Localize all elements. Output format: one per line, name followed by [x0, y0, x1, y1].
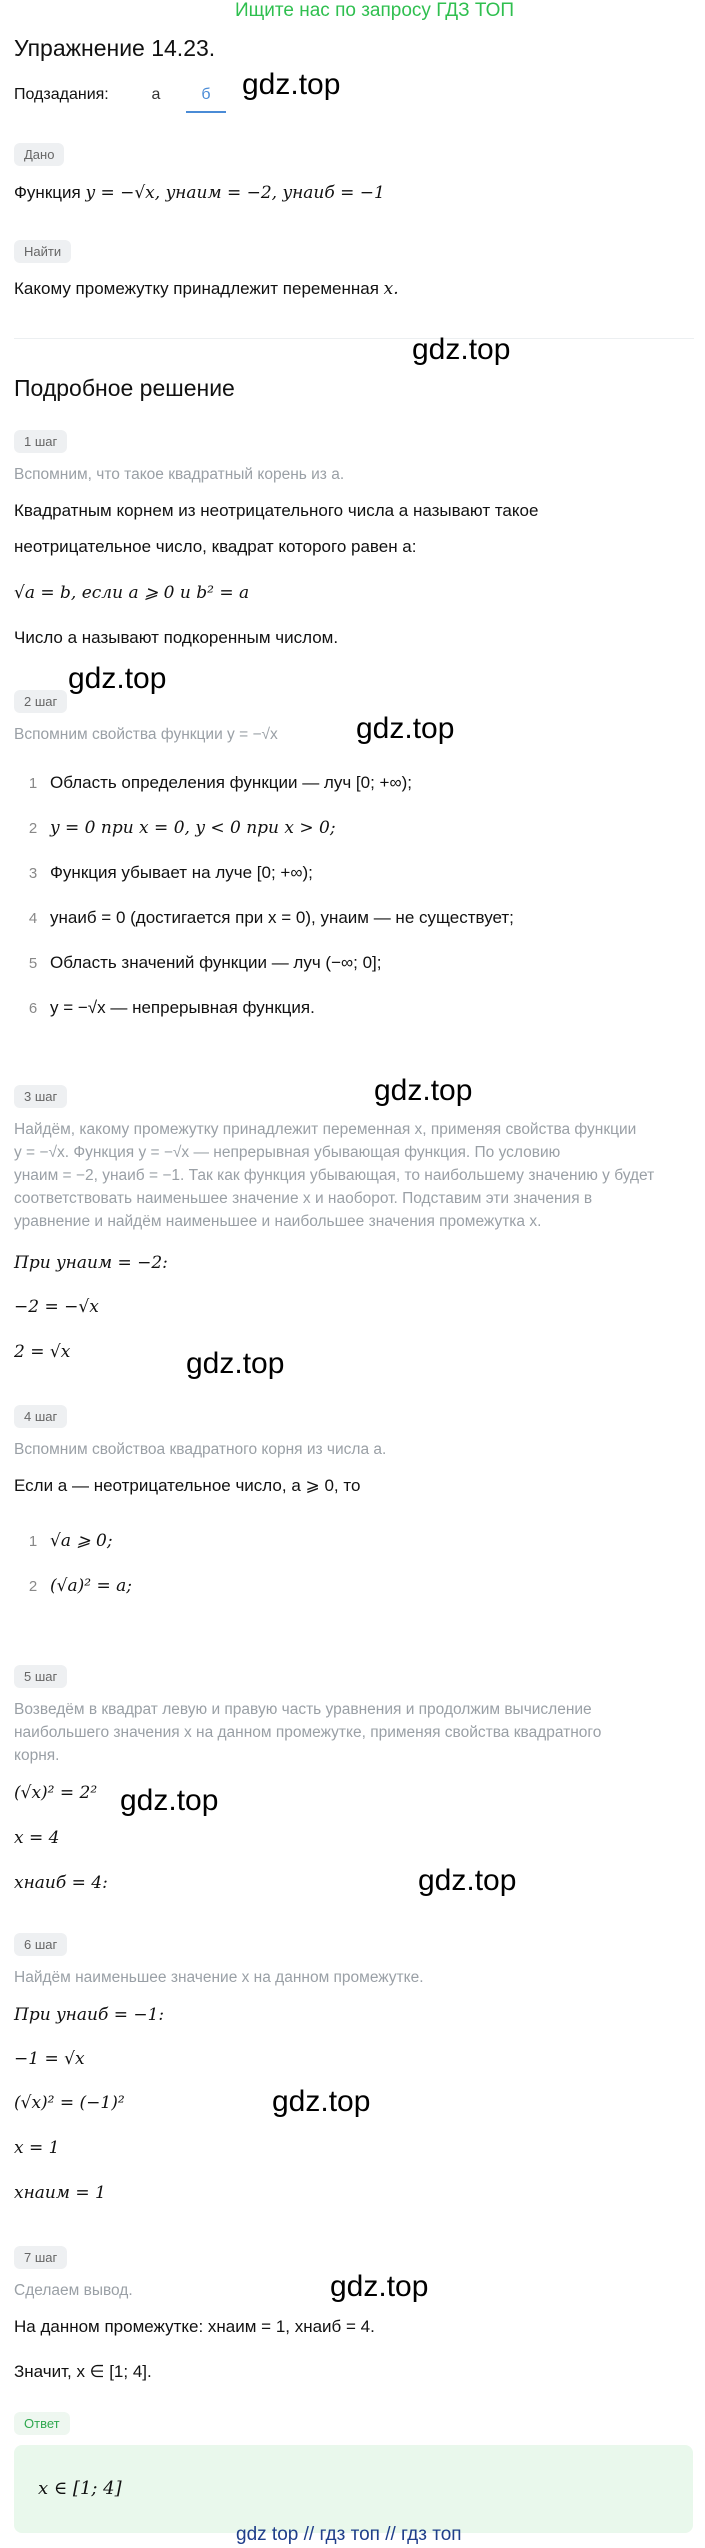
- promo-banner[interactable]: Ищите нас по запросу ГДЗ ТОП: [235, 0, 515, 21]
- page-title: Упражнение 14.23.: [14, 35, 216, 61]
- step2-intro: Вспомним свойства функции y = −√x: [14, 726, 278, 743]
- answer-value: x ∈ [1; 4]: [38, 2478, 122, 2499]
- given-tag: Дано: [14, 143, 64, 166]
- list-item: Область определения функции — луч [0; +∞);: [50, 773, 412, 792]
- list-number: 3: [28, 865, 38, 882]
- given-prefix: Функция: [14, 183, 81, 202]
- list-item: √a ⩾ 0;: [50, 1531, 113, 1551]
- watermark: gdz.top: [374, 1074, 473, 1107]
- watermark: gdz.top: [412, 333, 511, 366]
- footer-links[interactable]: gdz top // гдз топ // гдз топ: [236, 2524, 462, 2545]
- watermark: gdz.top: [68, 662, 167, 695]
- step3-intro-line: yнаим = −2, yнаиб = −1. Так как функция убывающая, то наибольшему значению y будет: [14, 1167, 655, 1184]
- section-divider: [14, 338, 694, 339]
- list-item: y = −√x — непрерывная функция.: [50, 998, 315, 1017]
- step6-tag: 6 шаг: [14, 1933, 67, 1956]
- find-text: [14, 279, 399, 299]
- step3-eq1: −2 = −√x: [14, 1297, 99, 1317]
- tab-a[interactable]: а: [151, 86, 161, 103]
- list-number: 5: [28, 955, 38, 972]
- list-item: yнаиб = 0 (достигается при x = 0), yнаим — не существует;: [50, 908, 514, 927]
- given-text: [14, 183, 385, 203]
- step5-eq3: xнаиб = 4:: [14, 1873, 108, 1893]
- step1-formula: √a = b, если a ⩾ 0 и b² = a: [14, 583, 250, 603]
- step2-tag: 2 шаг: [14, 690, 67, 713]
- step6-intro: Найдём наименьшее значение x на данном промежутке.: [14, 1969, 424, 1986]
- list-number: 1: [28, 775, 38, 792]
- step6-eq3: x = 1: [14, 2138, 60, 2158]
- step3-intro-line: y = −√x. Функция y = −√x — непрерывная убывающая функция. По условию: [14, 1144, 561, 1161]
- list-item: Функция убывает на луче [0; +∞);: [50, 863, 313, 882]
- step3-intro-line: Найдём, какому промежутку принадлежит переменная x, применяя свойства функции: [14, 1121, 637, 1138]
- step3-eq2: 2 = √x: [14, 1342, 71, 1362]
- list-item: (√a)² = a;: [50, 1576, 132, 1596]
- list-item: Область значений функции — луч (−∞; 0];: [50, 953, 382, 972]
- step6-when: При yнаиб = −1:: [14, 2005, 165, 2025]
- answer-tag: Ответ: [14, 2412, 70, 2435]
- step3-intro-line: соответствовать наименьшее значение x и наоборот. Подставим эти значения в: [14, 1190, 593, 1207]
- watermark: gdz.top: [418, 1864, 517, 1897]
- watermark: gdz.top: [242, 68, 341, 101]
- find-var: x.: [383, 279, 399, 299]
- step7-tag: 7 шаг: [14, 2246, 67, 2269]
- step3-when: При yнаим = −2:: [14, 1253, 168, 1273]
- subtasks-label: Подзадания:: [14, 86, 109, 103]
- step6-eq1: −1 = √x: [14, 2049, 85, 2069]
- step5-intro-line: наибольшего значения x на данном промежутке, применяя свойства квадратного: [14, 1724, 602, 1741]
- step5-intro-line: Возведём в квадрат левую и правую часть уравнения и продолжим вычисление: [14, 1701, 592, 1718]
- find-tag: Найти: [14, 240, 71, 263]
- given-formula: y = −√x, yнаим = −2, yнаиб = −1: [85, 183, 385, 203]
- tab-b[interactable]: б: [186, 86, 226, 113]
- step5-tag: 5 шаг: [14, 1665, 67, 1688]
- step5-intro-line: корня.: [14, 1747, 60, 1764]
- find-prefix: Какому промежутку принадлежит переменная: [14, 279, 379, 298]
- step6-eq4: xнаим = 1: [14, 2183, 106, 2203]
- step4-if: Если a — неотрицательное число, a ⩾ 0, то: [14, 1476, 361, 1495]
- watermark: gdz.top: [272, 2085, 371, 2118]
- step1-note: Число a называют подкоренным числом.: [14, 628, 339, 647]
- step4-tag: 4 шаг: [14, 1405, 67, 1428]
- solution-title: Подробное решение: [14, 375, 235, 401]
- list-number: 2: [28, 1578, 38, 1595]
- step1-tag: 1 шаг: [14, 430, 67, 453]
- step1-def-line2: неотрицательное число, квадрат которого равен a:: [14, 537, 417, 556]
- step7-intro: Сделаем вывод.: [14, 2282, 133, 2299]
- list-number: 6: [28, 1000, 38, 1017]
- step7-line2: Значит, x ∈ [1; 4].: [14, 2362, 152, 2381]
- step7-line1: На данном промежутке: xнаим = 1, xнаиб = 4.: [14, 2317, 375, 2336]
- watermark: gdz.top: [120, 1784, 219, 1817]
- step1-intro: Вспомним, что такое квадратный корень из a.: [14, 466, 345, 483]
- step1-def-line1: Квадратным корнем из неотрицательного числа a называют такое: [14, 501, 539, 520]
- list-number: 1: [28, 1533, 38, 1550]
- watermark: gdz.top: [330, 2270, 429, 2303]
- list-number: 4: [28, 910, 38, 927]
- watermark: gdz.top: [356, 712, 455, 745]
- list-item: y = 0 при x = 0, y < 0 при x > 0;: [50, 818, 336, 838]
- step5-eq2: x = 4: [14, 1828, 60, 1848]
- list-number: 2: [28, 820, 38, 837]
- watermark: gdz.top: [186, 1347, 285, 1380]
- step5-eq1: (√x)² = 2²: [14, 1783, 98, 1803]
- step6-eq2: (√x)² = (−1)²: [14, 2093, 125, 2113]
- step4-intro: Вспомним свойствоа квадратного корня из числа a.: [14, 1441, 387, 1458]
- step3-tag: 3 шаг: [14, 1085, 67, 1108]
- step3-intro-line: уравнение и найдём наименьшее и наибольшее значения промежутка x.: [14, 1213, 542, 1230]
